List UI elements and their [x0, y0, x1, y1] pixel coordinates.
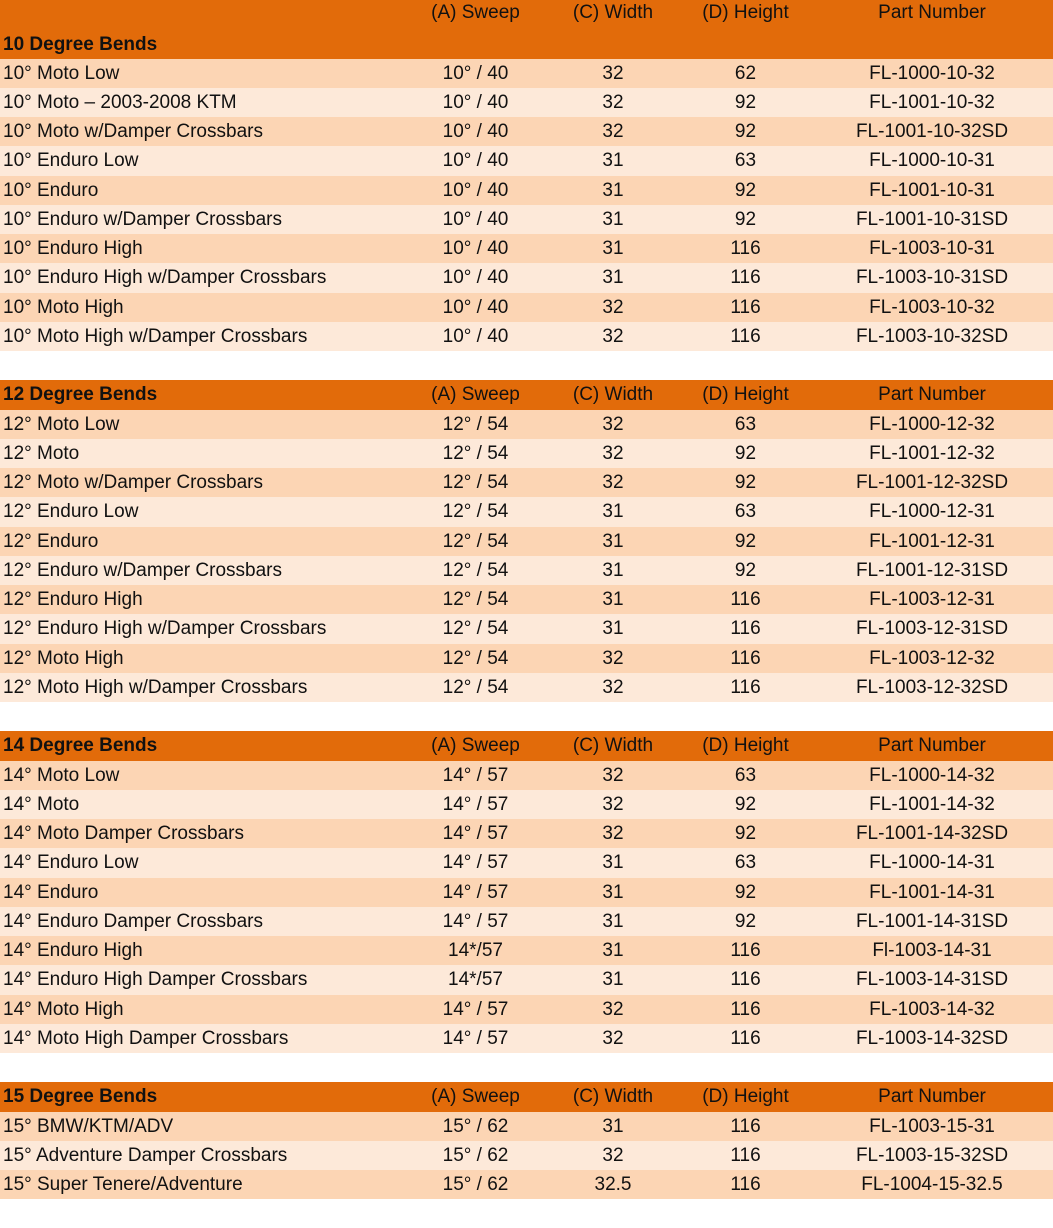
- table-row: [0, 117, 1053, 146]
- part-cell: FL-1001-10-31SD: [855, 208, 1009, 230]
- bend-name-cell: 14° Enduro High: [3, 940, 143, 961]
- sweep-cell: 14° / 57: [442, 998, 509, 1020]
- width-cell: 32: [602, 413, 624, 435]
- column-header-height: (D) Height: [702, 1086, 789, 1108]
- part-cell: FL-1001-10-31: [869, 179, 995, 201]
- bend-name-cell: 10° Moto – 2003-2008 KTM: [3, 91, 237, 113]
- table-row: [0, 176, 1053, 205]
- bend-name-cell: 12° Moto Low: [3, 413, 120, 435]
- column-header-height: (D) Height: [702, 735, 789, 757]
- sweep-cell: 10° / 40: [442, 150, 509, 172]
- sweep-cell: 14° / 57: [442, 881, 509, 903]
- sweep-cell: 12° / 54: [442, 501, 509, 523]
- bend-name-cell: 14° Moto High: [3, 998, 124, 1020]
- column-header-width: (C) Width: [572, 384, 654, 406]
- width-cell: 32: [602, 62, 624, 84]
- table-row: [0, 644, 1053, 673]
- table-row: [0, 673, 1053, 702]
- height-cell: 92: [734, 881, 757, 903]
- height-cell: 92: [734, 179, 757, 201]
- table-row: [0, 263, 1053, 292]
- width-cell: 31: [602, 618, 624, 640]
- column-header-height: (D) Height: [702, 2, 789, 23]
- column-header-sweep: (A) Sweep: [431, 735, 520, 757]
- width-cell: 31: [602, 1115, 624, 1137]
- section-spacer: [0, 702, 1053, 731]
- height-cell: 92: [734, 793, 757, 815]
- bend-name-cell: 14° Moto: [3, 793, 80, 815]
- width-cell: 32: [602, 647, 624, 669]
- bend-name-cell: 12° Moto High w/Damper Crossbars: [3, 676, 308, 698]
- width-cell: 31: [602, 969, 624, 991]
- table-row: [0, 1170, 1053, 1199]
- height-cell: 63: [734, 413, 757, 435]
- bends-section: [0, 731, 1053, 1053]
- table-row: [0, 995, 1053, 1024]
- sweep-cell: 14° / 57: [442, 823, 509, 844]
- table-row: [0, 1141, 1053, 1170]
- bend-name-cell: 14° Moto Low: [3, 764, 120, 786]
- sweep-cell: 10° / 40: [442, 62, 509, 84]
- width-cell: 31: [602, 501, 624, 523]
- width-cell: 32: [602, 296, 624, 318]
- bend-name-cell: 15° Super Tenere/Adventure: [3, 1174, 243, 1195]
- part-cell: FL-1000-12-31: [869, 501, 995, 523]
- sweep-cell: 15° / 62: [442, 1174, 509, 1195]
- bend-name-cell: 10° Enduro Low: [3, 150, 139, 172]
- table-row: [0, 439, 1053, 468]
- column-header-height: (D) Height: [702, 384, 789, 406]
- height-cell: 62: [734, 62, 757, 84]
- part-cell: FL-1003-14-32SD: [855, 1027, 1009, 1049]
- sweep-cell: 14*/57: [448, 969, 503, 991]
- table-row: [0, 936, 1053, 965]
- section-title: 14 Degree Bends: [3, 735, 158, 757]
- width-cell: 32: [602, 764, 624, 786]
- table-row: [0, 907, 1053, 936]
- height-cell: 116: [730, 647, 761, 669]
- height-cell: 116: [730, 998, 761, 1020]
- sweep-cell: 14° / 57: [442, 1027, 509, 1049]
- part-cell: FL-1003-12-31SD: [855, 618, 1009, 640]
- part-cell: FL-1000-10-32: [869, 62, 995, 84]
- bend-name-cell: 14° Enduro: [3, 881, 99, 903]
- section-header-row: [0, 731, 1053, 760]
- part-cell: FL-1001-10-32SD: [855, 121, 1009, 142]
- width-cell: 32: [602, 121, 624, 142]
- bend-name-cell: 12° Enduro: [3, 530, 99, 552]
- sweep-cell: 14° / 57: [442, 764, 509, 786]
- table-row: [0, 761, 1053, 790]
- sweep-cell: 15° / 62: [442, 1115, 509, 1137]
- table-row: [0, 205, 1053, 234]
- part-cell: FL-1003-12-32: [869, 647, 995, 669]
- width-cell: 32: [602, 91, 624, 113]
- bend-name-cell: 12° Enduro High: [3, 589, 143, 610]
- bend-name-cell: 10° Moto High w/Damper Crossbars: [3, 325, 308, 347]
- height-cell: 92: [734, 121, 757, 142]
- part-cell: FL-1001-14-31: [869, 881, 995, 903]
- height-cell: 63: [734, 852, 757, 874]
- bend-name-cell: 14° Enduro High Damper Crossbars: [3, 969, 308, 991]
- part-cell: FL-1000-12-32: [869, 413, 995, 435]
- column-header-width: (C) Width: [572, 735, 654, 757]
- part-cell: FL-1003-10-32SD: [855, 325, 1009, 347]
- width-cell: 31: [602, 530, 624, 552]
- width-cell: 31: [602, 238, 624, 259]
- width-cell: 31: [602, 559, 624, 581]
- sweep-cell: 10° / 40: [442, 325, 509, 347]
- bends-section: [0, 1082, 1053, 1199]
- width-cell: 32: [602, 998, 624, 1020]
- sweep-cell: 15° / 62: [442, 1144, 509, 1166]
- sweep-cell: 12° / 54: [442, 676, 509, 698]
- height-cell: 116: [730, 238, 761, 259]
- sweep-cell: 12° / 54: [442, 618, 509, 640]
- sweep-cell: 14° / 57: [442, 852, 509, 874]
- part-cell: FL-1001-10-32: [869, 91, 995, 113]
- table-row: [0, 1112, 1053, 1141]
- width-cell: 32: [602, 823, 624, 844]
- sweep-cell: 14° / 57: [442, 910, 509, 932]
- height-cell: 92: [734, 910, 757, 932]
- part-cell: FL-1003-10-31: [869, 238, 995, 259]
- sweep-cell: 14° / 57: [442, 793, 509, 815]
- height-cell: 92: [734, 530, 757, 552]
- height-cell: 116: [730, 618, 761, 640]
- table-row: [0, 234, 1053, 263]
- bend-name-cell: 14° Moto Damper Crossbars: [3, 823, 244, 844]
- table-row: [0, 585, 1053, 614]
- table-row: [0, 878, 1053, 907]
- width-cell: 31: [602, 940, 624, 961]
- table-row: [0, 614, 1053, 643]
- bends-section: [0, 380, 1053, 702]
- column-header-part: Part Number: [878, 1086, 986, 1108]
- height-cell: 116: [730, 325, 761, 347]
- height-cell: 92: [734, 559, 757, 581]
- part-cell: FL-1001-14-31SD: [855, 910, 1009, 932]
- height-cell: 116: [730, 1115, 761, 1137]
- section-header-row: [0, 380, 1053, 409]
- table-row: [0, 527, 1053, 556]
- part-cell: FL-1000-14-32: [869, 764, 995, 786]
- section-title: 15 Degree Bends: [3, 1086, 158, 1108]
- width-cell: 32: [602, 793, 624, 815]
- column-header-sweep: (A) Sweep: [431, 1086, 520, 1108]
- column-header-part: Part Number: [878, 735, 986, 757]
- sweep-cell: 10° / 40: [442, 179, 509, 201]
- table-row: [0, 88, 1053, 117]
- part-cell: FL-1004-15-32.5: [861, 1174, 1003, 1195]
- part-cell: FL-1001-12-32: [869, 442, 995, 464]
- bend-name-cell: 10° Enduro w/Damper Crossbars: [3, 208, 282, 230]
- column-header-width: (C) Width: [572, 1086, 654, 1108]
- height-cell: 92: [734, 91, 757, 113]
- sweep-cell: 12° / 54: [442, 413, 509, 435]
- height-cell: 63: [734, 150, 757, 172]
- bend-name-cell: 10° Enduro High w/Damper Crossbars: [3, 267, 327, 289]
- sweep-cell: 12° / 54: [442, 647, 509, 669]
- section-title: 12 Degree Bends: [3, 384, 158, 406]
- part-cell: FL-1001-12-32SD: [855, 472, 1009, 493]
- bend-name-cell: 10° Moto w/Damper Crossbars: [3, 121, 263, 142]
- sweep-cell: 10° / 40: [442, 238, 509, 259]
- width-cell: 32: [602, 472, 624, 493]
- height-cell: 63: [734, 764, 757, 786]
- width-cell: 31: [602, 910, 624, 932]
- part-cell: FL-1001-12-31: [869, 530, 995, 552]
- column-header-width: (C) Width: [572, 2, 654, 23]
- height-cell: 116: [730, 1027, 761, 1049]
- column-header-sweep: (A) Sweep: [431, 2, 520, 23]
- bend-name-cell: 14° Enduro Low: [3, 852, 139, 874]
- section-header-row: [0, 1082, 1053, 1111]
- sweep-cell: 14*/57: [448, 940, 503, 961]
- table-row: [0, 59, 1053, 88]
- part-cell: FL-1003-12-31: [869, 589, 995, 610]
- width-cell: 32: [602, 325, 624, 347]
- bend-name-cell: 10° Enduro: [3, 179, 99, 201]
- column-header-part: Part Number: [878, 2, 986, 23]
- part-cell: FL-1001-14-32: [869, 793, 995, 815]
- part-cell: FL-1003-12-32SD: [855, 676, 1009, 698]
- part-cell: Fl-1003-14-31: [872, 940, 992, 961]
- part-cell: FL-1000-14-31: [869, 852, 995, 874]
- table-row: [0, 410, 1053, 439]
- width-cell: 31: [602, 589, 624, 610]
- table-row: [0, 293, 1053, 322]
- sweep-cell: 12° / 54: [442, 442, 509, 464]
- height-cell: 116: [730, 296, 761, 318]
- width-cell: 31: [602, 179, 624, 201]
- bend-name-cell: 10° Moto High: [3, 296, 124, 318]
- table-row: [0, 146, 1053, 175]
- table-row: [0, 790, 1053, 819]
- sweep-cell: 10° / 40: [442, 91, 509, 113]
- sweep-cell: 12° / 54: [442, 559, 509, 581]
- column-header-sweep: (A) Sweep: [431, 384, 520, 406]
- section-spacer: [0, 1053, 1053, 1082]
- height-cell: 92: [734, 208, 757, 230]
- part-cell: FL-1000-10-31: [869, 150, 995, 172]
- height-cell: 116: [730, 940, 761, 961]
- width-cell: 31: [602, 267, 624, 289]
- bends-section: [0, 0, 1053, 351]
- height-cell: 116: [730, 1144, 761, 1166]
- part-cell: FL-1003-15-31: [869, 1115, 995, 1137]
- width-cell: 32: [602, 676, 624, 698]
- table-row: [0, 468, 1053, 497]
- width-cell: 31: [602, 150, 624, 172]
- part-cell: FL-1003-14-32: [869, 998, 995, 1020]
- height-cell: 63: [734, 501, 757, 523]
- height-cell: 116: [730, 1174, 761, 1195]
- height-cell: 116: [730, 589, 761, 610]
- width-cell: 31: [602, 881, 624, 903]
- sweep-cell: 12° / 54: [442, 589, 509, 610]
- bend-name-cell: 10° Enduro High: [3, 238, 143, 259]
- bend-name-cell: 14° Moto High Damper Crossbars: [3, 1027, 289, 1049]
- width-cell: 32: [602, 1144, 624, 1166]
- bend-name-cell: 15° Adventure Damper Crossbars: [3, 1144, 288, 1166]
- table-row: [0, 965, 1053, 994]
- height-cell: 116: [730, 969, 761, 991]
- height-cell: 92: [734, 442, 757, 464]
- part-cell: FL-1003-15-32SD: [855, 1144, 1009, 1166]
- height-cell: 92: [734, 472, 757, 493]
- bend-name-cell: 12° Enduro Low: [3, 501, 139, 523]
- bend-name-cell: 12° Moto w/Damper Crossbars: [3, 472, 263, 493]
- width-cell: 32: [602, 1027, 624, 1049]
- column-header-part: Part Number: [878, 384, 986, 406]
- part-cell: FL-1003-14-31SD: [855, 969, 1009, 991]
- table-row: [0, 848, 1053, 877]
- table-row: [0, 1024, 1053, 1053]
- sweep-cell: 12° / 54: [442, 472, 509, 493]
- section-header-row: [0, 0, 1053, 59]
- width-cell: 31: [602, 208, 624, 230]
- part-cell: FL-1001-12-31SD: [855, 559, 1009, 581]
- table-row: [0, 556, 1053, 585]
- width-cell: 31: [602, 852, 624, 874]
- sweep-cell: 10° / 40: [442, 121, 509, 142]
- part-cell: FL-1003-10-32: [869, 296, 995, 318]
- bend-name-cell: 14° Enduro Damper Crossbars: [3, 910, 263, 932]
- table-row: [0, 322, 1053, 351]
- table-row: [0, 497, 1053, 526]
- height-cell: 116: [730, 267, 761, 289]
- section-spacer: [0, 351, 1053, 380]
- bend-name-cell: 15° BMW/KTM/ADV: [3, 1115, 174, 1137]
- bend-name-cell: 12° Moto: [3, 442, 80, 464]
- sweep-cell: 10° / 40: [442, 208, 509, 230]
- bend-name-cell: 12° Enduro High w/Damper Crossbars: [3, 618, 327, 640]
- sweep-cell: 10° / 40: [442, 296, 509, 318]
- sweep-cell: 12° / 54: [442, 530, 509, 552]
- height-cell: 116: [730, 676, 761, 698]
- table-row: [0, 819, 1053, 848]
- part-cell: FL-1001-14-32SD: [855, 823, 1009, 844]
- sweep-cell: 10° / 40: [442, 267, 509, 289]
- section-title: 10 Degree Bends: [3, 33, 158, 55]
- bend-name-cell: 12° Enduro w/Damper Crossbars: [3, 559, 282, 581]
- bend-name-cell: 12° Moto High: [3, 647, 124, 669]
- part-cell: FL-1003-10-31SD: [855, 267, 1009, 289]
- height-cell: 92: [734, 823, 757, 844]
- width-cell: 32: [602, 442, 624, 464]
- width-cell: 32.5: [594, 1174, 632, 1195]
- bend-name-cell: 10° Moto Low: [3, 62, 120, 84]
